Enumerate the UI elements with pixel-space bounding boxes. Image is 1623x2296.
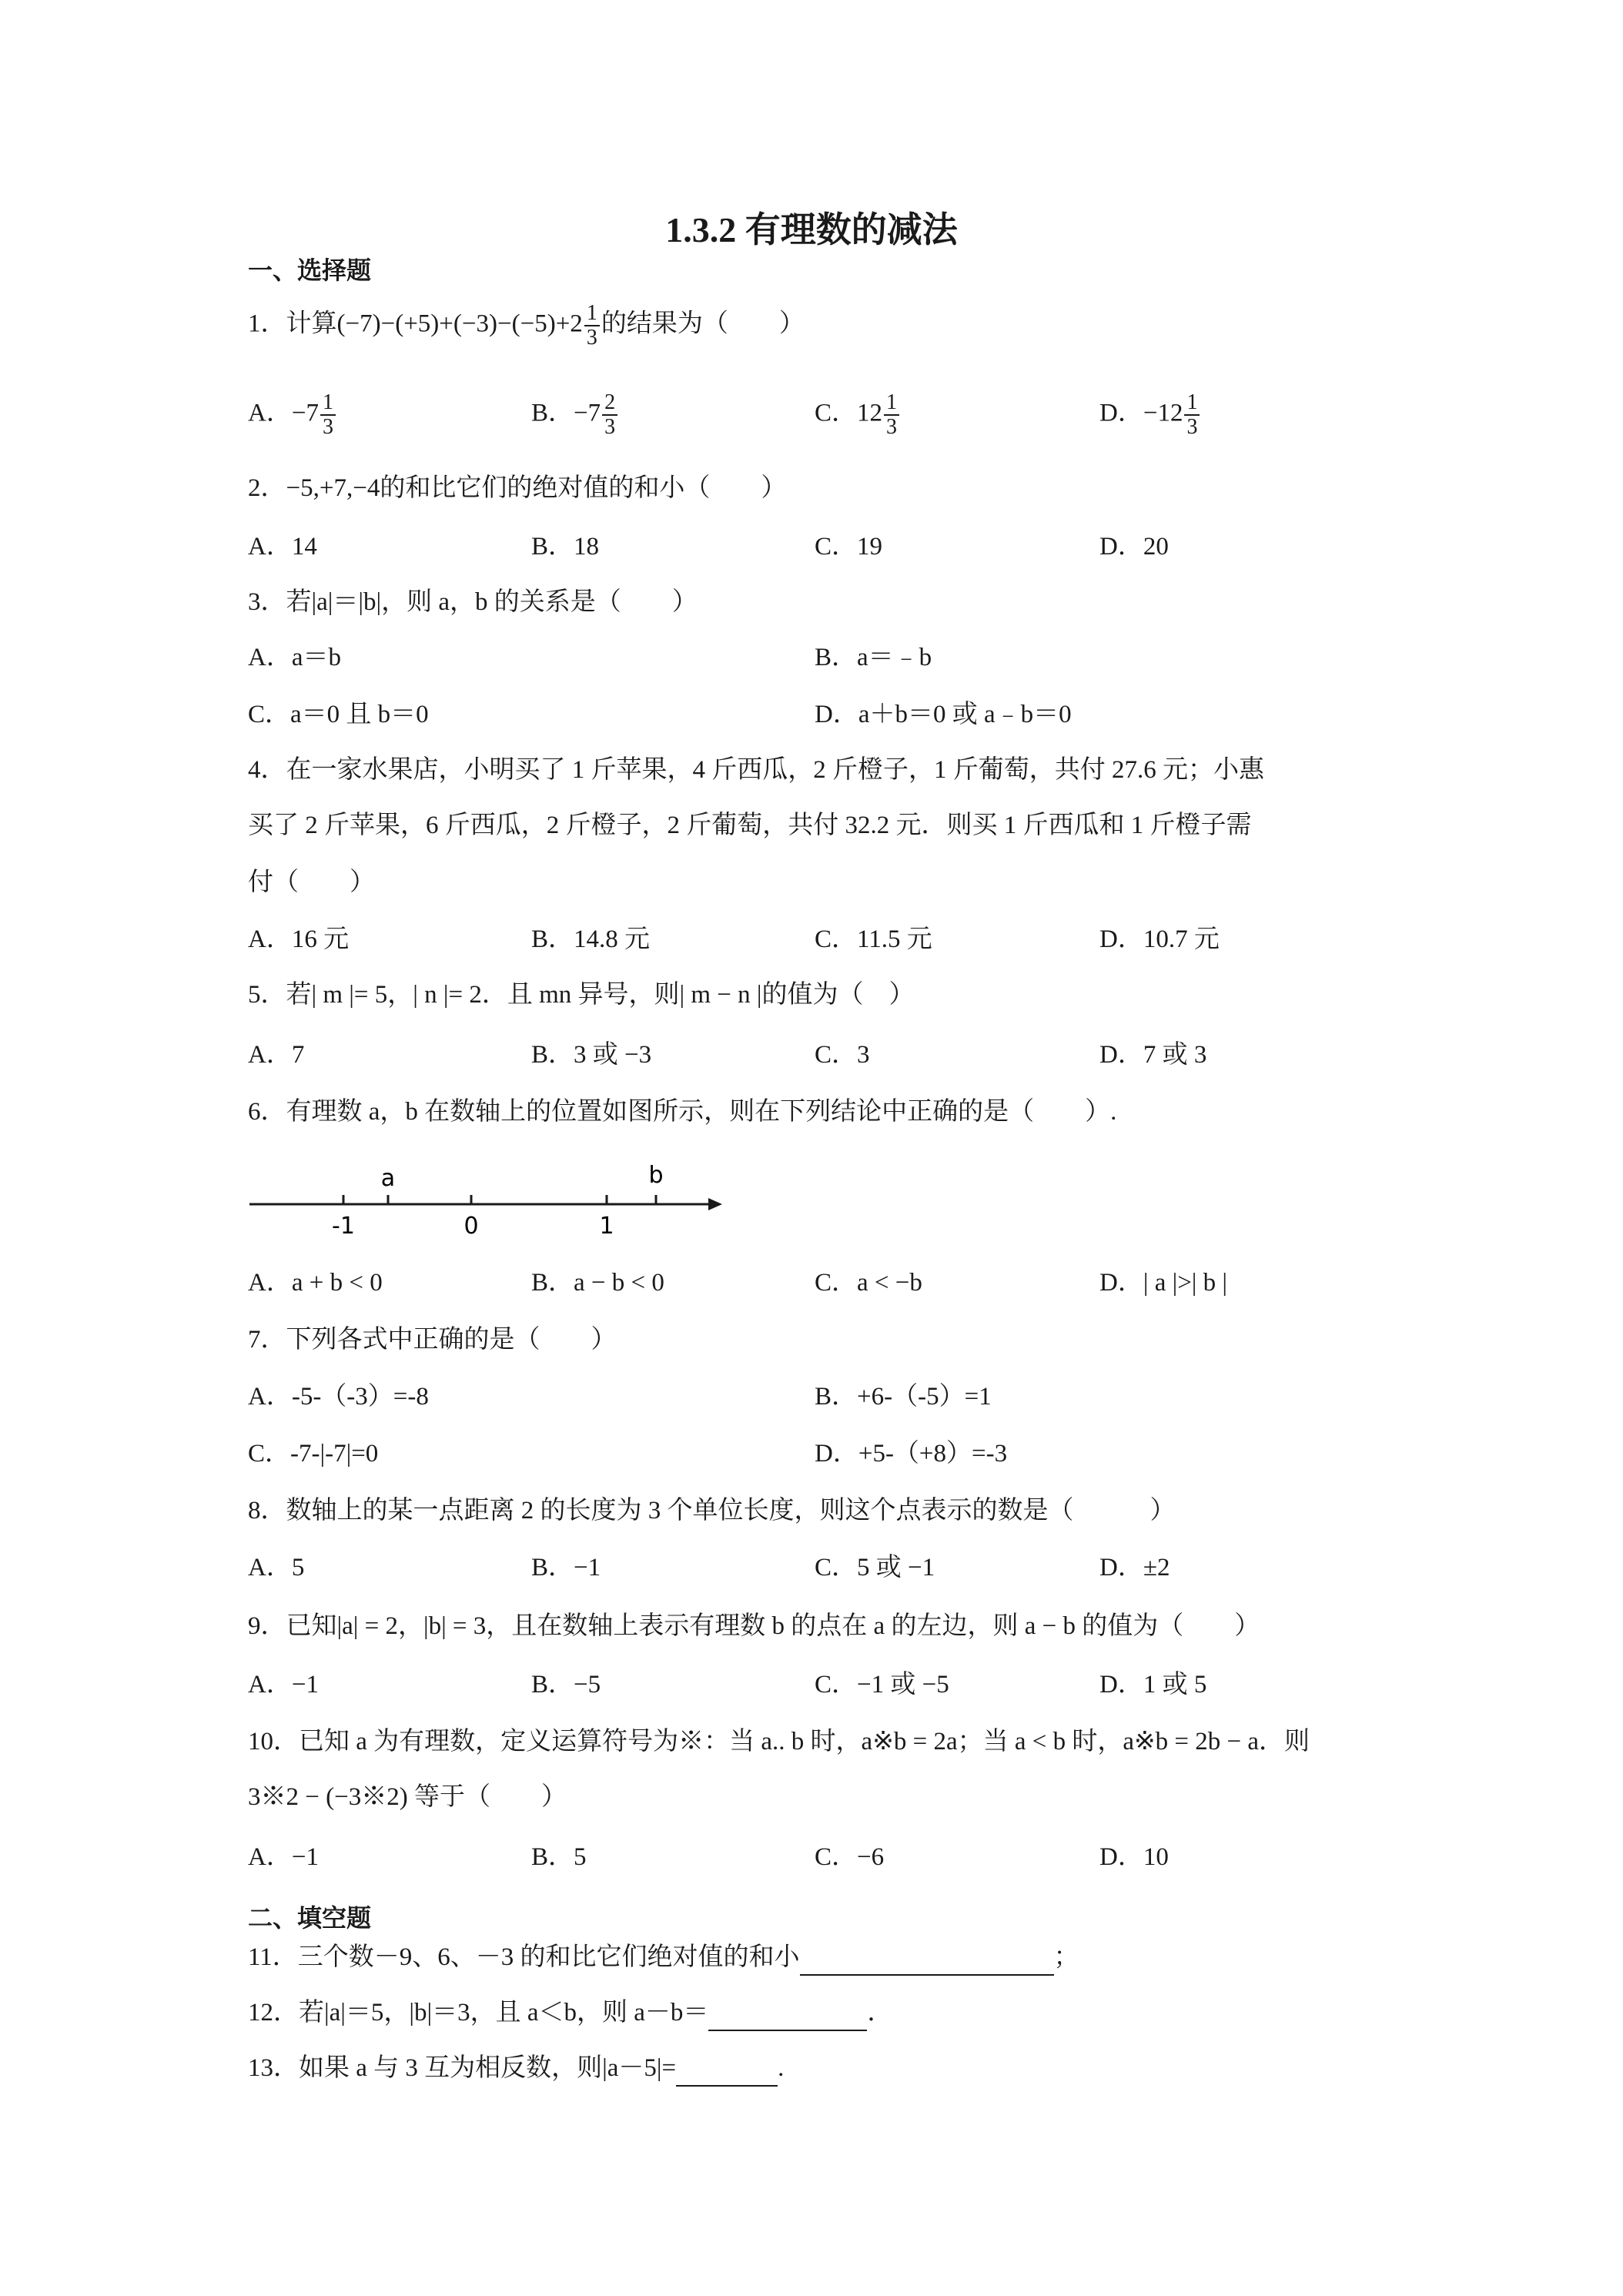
q8-option-b: B．−1 <box>531 1554 601 1581</box>
q11-answer-blank[interactable] <box>800 1948 1054 1976</box>
question-4-line-1: 4．在一家水果店，小明买了 1 斤苹果，4 斤西瓜，2 斤橙子，1 斤葡萄，共付 27.6 元；小惠 <box>248 756 1264 784</box>
q7-option-b: B．+6-（-5）=1 <box>815 1383 992 1411</box>
q12-answer-blank[interactable] <box>708 2003 867 2031</box>
q4-option-a: A．16 元 <box>248 925 350 953</box>
question-8: 8．数轴上的某一点距离 2 的长度为 3 个单位长度，则这个点表示的数是（ ） <box>248 1497 1176 1525</box>
q8-option-c: C．5 或 −1 <box>815 1554 935 1581</box>
q1-option-b: B．−7 $\frac{2}{3}$ <box>531 391 619 439</box>
number-line-arrow-icon <box>708 1198 722 1210</box>
q6-option-a: A．a + b < 0 <box>248 1269 383 1297</box>
question-5: 5．若| m |= 5，| n |= 2．且 mn 异号，则| m − n |的值为（ ） <box>248 981 915 1009</box>
q5-option-a: A．7 <box>248 1041 305 1069</box>
section-heading-choice: 一、选择题 <box>248 256 372 285</box>
label-b: b <box>648 1162 664 1189</box>
q10-option-c: C．−6 <box>815 1843 885 1871</box>
q9-option-d: D．1 或 5 <box>1099 1671 1207 1699</box>
q3-option-a: A．a＝b <box>248 644 341 671</box>
q9-option-a: A．−1 <box>248 1671 319 1699</box>
q13-answer-blank[interactable] <box>676 2059 778 2087</box>
question-3: 3．若|a|＝|b|，则 a，b 的关系是（ ） <box>248 588 698 616</box>
question-13: 13．如果 a 与 3 互为相反数，则|a－5|= . <box>248 2050 784 2087</box>
q8-option-d: D．±2 <box>1099 1554 1170 1581</box>
question-4-line-3: 付（ ） <box>248 869 375 896</box>
q1-number: 1． <box>248 310 286 338</box>
label-a: a <box>380 1165 396 1192</box>
question-11: 11．三个数－9、6、－3 的和比它们绝对值的和小 ； <box>248 1939 1079 1976</box>
q1-expression: (−7)−(+5)+(−3)−(−5)+2 <box>336 310 583 338</box>
q1-fraction: $\frac{1}{3}$ <box>584 302 600 350</box>
q4-option-c: C．11.5 元 <box>815 925 932 953</box>
q1-option-d: D．−12 $\frac{1}{3}$ <box>1099 391 1201 439</box>
q6-option-c: C．a < −b <box>815 1269 922 1297</box>
q2-option-a: A．14 <box>248 533 317 561</box>
q1-suffix: 的结果为（ ） <box>601 310 805 338</box>
q4-option-d: D．10.7 元 <box>1099 925 1220 953</box>
q9-option-c: C．−1 或 −5 <box>815 1671 949 1699</box>
q1-option-c: C．12 $\frac{1}{3}$ <box>815 391 901 439</box>
question-10-line-2: 3※2 − (−3※2) 等于（ ） <box>248 1783 567 1811</box>
label-zero: 0 <box>463 1213 479 1240</box>
q4-option-b: B．14.8 元 <box>531 925 651 953</box>
page-title: 1.3.2 有理数的减法 <box>665 210 958 249</box>
number-line-figure <box>246 1155 724 1247</box>
label-minus-one: -1 <box>332 1213 355 1240</box>
q3-option-b: B．a＝﹣b <box>815 644 932 671</box>
q2-option-c: C．19 <box>815 533 883 561</box>
question-12: 12．若|a|＝5，|b|＝3，且 a＜b，则 a－b＝ ． <box>248 1994 892 2031</box>
q6-option-d: D．| a |>| b | <box>1099 1269 1228 1297</box>
q1-prefix: 计算 <box>286 310 337 338</box>
q7-option-d: D．+5-（+8）=-3 <box>815 1440 1008 1468</box>
q2-option-d: D．20 <box>1099 533 1169 561</box>
q9-option-b: B．−5 <box>531 1671 601 1699</box>
question-7: 7．下列各式中正确的是（ ） <box>248 1326 617 1354</box>
q3-option-d: D．a＋b＝0 或 a﹣b＝0 <box>815 701 1072 728</box>
q8-option-a: A．5 <box>248 1554 305 1581</box>
q1-option-a: A．−7 $\frac{1}{3}$ <box>248 391 337 439</box>
question-6: 6．有理数 a，b 在数轴上的位置如图所示，则在下列结论中正确的是（ ）. <box>248 1098 1117 1126</box>
q10-option-b: B．5 <box>531 1843 587 1871</box>
q3-option-c: C．a＝0 且 b＝0 <box>248 701 429 728</box>
q7-option-a: A．-5-（-3）=-8 <box>248 1383 429 1411</box>
q5-option-b: B．3 或 −3 <box>531 1041 652 1069</box>
q2-option-b: B．18 <box>531 533 600 561</box>
question-1 <box>248 302 805 350</box>
q10-option-d: D．10 <box>1099 1843 1169 1871</box>
question-10-line-1: 10．已知 a 为有理数，定义运算符号为※：当 a.. b 时，a※b = 2a；当 a < b 时，a※b = 2b − a．则 <box>248 1728 1310 1755</box>
q10-option-a: A．−1 <box>248 1843 319 1871</box>
question-2: 2．−5,+7,−4的和比它们的绝对值的和小（ ） <box>248 474 787 502</box>
label-one: 1 <box>599 1213 614 1240</box>
question-9: 9．已知|a| = 2，|b| = 3，且在数轴上表示有理数 b 的点在 a 的左边，则 a − b 的值为（ ） <box>248 1612 1260 1640</box>
q7-option-c: C．-7-|-7|=0 <box>248 1440 379 1468</box>
q6-option-b: B．a − b < 0 <box>531 1269 664 1297</box>
q5-option-d: D．7 或 3 <box>1099 1041 1207 1069</box>
section-heading-fill: 二、填空题 <box>248 1903 372 1933</box>
q5-option-c: C．3 <box>815 1041 870 1069</box>
question-4-line-2: 买了 2 斤苹果，6 斤西瓜，2 斤橙子，2 斤葡萄，共付 32.2 元．则买 1 斤西瓜和 1 斤橙子需 <box>248 812 1252 839</box>
